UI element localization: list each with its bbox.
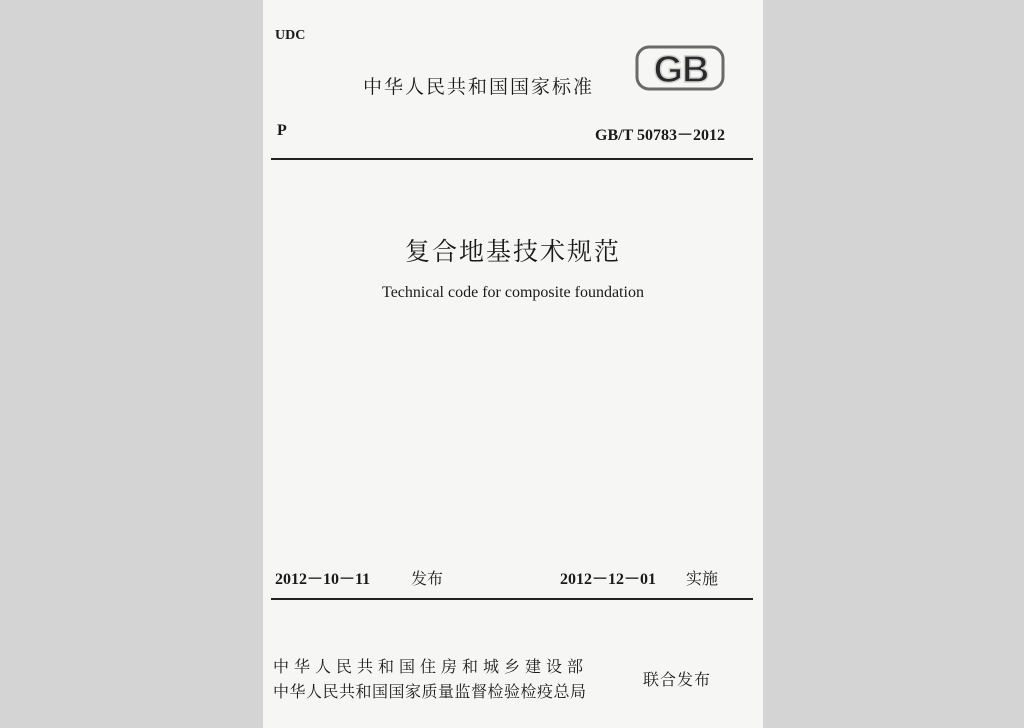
gb-logo xyxy=(635,44,727,98)
national-standard-title: 中华人民共和国国家标准 xyxy=(363,76,595,98)
document-title-en: Technical code for composite foundation xyxy=(382,284,644,301)
standard-cover-page xyxy=(263,0,763,728)
issuer-ministry-housing: 中华人民共和国住房和城乡建设部 xyxy=(273,657,589,676)
udc-label: UDC xyxy=(275,28,306,43)
top-divider xyxy=(271,158,753,160)
standard-number: GB/T 50783－2012 xyxy=(595,127,725,144)
issuer-aqsiq: 中华人民共和国国家质量监督检验检疫总局 xyxy=(273,682,587,701)
implementation-label: 实施 xyxy=(686,569,719,588)
joint-issue-label: 联合发布 xyxy=(643,670,712,689)
bottom-divider xyxy=(271,598,753,600)
classification-code: P xyxy=(277,122,287,139)
gb-logo-text: GB xyxy=(653,49,709,91)
implementation-date: 2012－12－01 xyxy=(560,571,657,588)
issue-date: 2012－10－11 xyxy=(275,571,371,588)
issue-label: 发布 xyxy=(411,569,444,588)
document-title-zh: 复合地基技术规范 xyxy=(404,237,621,266)
